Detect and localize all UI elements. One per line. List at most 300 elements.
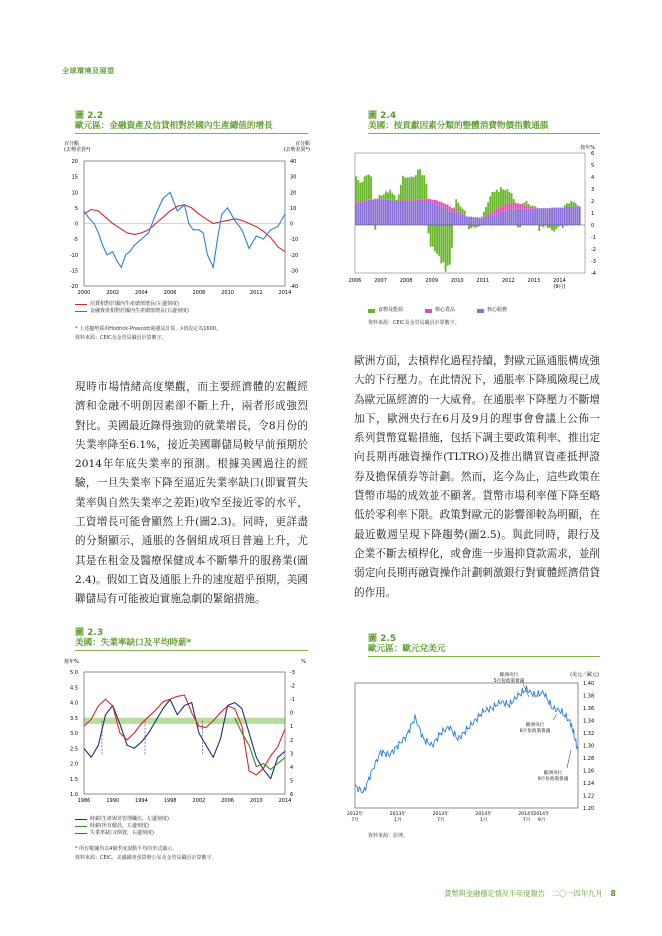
figure-note: * 所有數據均以4個季度滾動平均的形式顯示。 bbox=[75, 846, 178, 852]
bar-0 bbox=[438, 206, 440, 225]
bar-1 bbox=[398, 200, 400, 201]
bar-0 bbox=[489, 215, 491, 225]
bar-0 bbox=[504, 211, 506, 225]
y-tick-left: -10 bbox=[69, 252, 78, 259]
bar-2 bbox=[481, 217, 483, 218]
bar-0 bbox=[417, 201, 419, 225]
bar-1 bbox=[443, 203, 445, 208]
bar-0 bbox=[404, 201, 406, 225]
y-tick-left: 1.5 bbox=[70, 776, 78, 783]
bar-1 bbox=[517, 203, 519, 208]
bar-2 bbox=[432, 225, 434, 247]
bar-0 bbox=[372, 200, 374, 225]
x-tick-month: 1月 bbox=[394, 818, 402, 823]
bar-0 bbox=[523, 209, 525, 225]
bar-0 bbox=[460, 214, 462, 225]
bar-1 bbox=[438, 202, 440, 206]
y-tick-right: -20 bbox=[290, 252, 299, 259]
bar-1 bbox=[374, 199, 376, 200]
figure-number: 圖 2.2 bbox=[75, 111, 104, 121]
bar-0 bbox=[534, 209, 536, 225]
bar-1 bbox=[526, 206, 528, 209]
body-right-column bbox=[354, 352, 600, 612]
bar-0 bbox=[421, 201, 423, 225]
y-tick: 1.34 bbox=[583, 718, 595, 725]
bar-1 bbox=[502, 205, 504, 212]
y-tick-left: 3.0 bbox=[70, 731, 78, 737]
annotation-may-1: 歐洲央行 bbox=[499, 673, 519, 678]
bar-1 bbox=[506, 203, 508, 210]
bar-0 bbox=[519, 209, 521, 225]
bar-2 bbox=[389, 190, 391, 201]
bar-0 bbox=[551, 208, 553, 225]
annotation-june-1: 歐洲央行 bbox=[525, 723, 545, 728]
bar-0 bbox=[481, 218, 483, 225]
bar-2 bbox=[506, 189, 508, 203]
bar-0 bbox=[451, 212, 453, 225]
series-line-0 bbox=[84, 205, 285, 252]
bar-2 bbox=[387, 193, 389, 200]
bar-2 bbox=[575, 203, 577, 207]
y-tick-right: 40 bbox=[290, 159, 297, 165]
bar-2 bbox=[366, 175, 368, 200]
bar-0 bbox=[366, 201, 368, 225]
left-unit-1: 百分點 bbox=[64, 141, 80, 147]
bar-1 bbox=[453, 209, 455, 213]
x-tick: 2011 bbox=[476, 278, 490, 284]
y-tick-right: -3 bbox=[290, 670, 295, 676]
x-tick: 2010 bbox=[249, 798, 263, 804]
bar-2 bbox=[417, 170, 419, 200]
chart-fig24 bbox=[345, 140, 607, 300]
bar-0 bbox=[506, 211, 508, 225]
annotation-may-2: 5月份政策會議 bbox=[493, 679, 525, 684]
bar-2 bbox=[453, 208, 455, 209]
bar-2 bbox=[572, 202, 574, 207]
bar-1 bbox=[355, 202, 357, 203]
plot-frame bbox=[355, 683, 578, 808]
bar-0 bbox=[558, 208, 560, 225]
bar-2 bbox=[457, 203, 459, 211]
figure-number: 圖 2.4 bbox=[368, 111, 397, 121]
x-tick: 2008 bbox=[192, 290, 206, 296]
bar-2 bbox=[443, 225, 445, 262]
bar-0 bbox=[394, 201, 396, 225]
bar-1 bbox=[408, 200, 410, 201]
bar-2 bbox=[462, 209, 464, 214]
figure-note: * 上述趨勢採用Hodrick-Prescott過濾法計算，λ值設定為1600。 bbox=[75, 326, 221, 332]
bar-0 bbox=[470, 217, 472, 225]
x-tick: 2012 bbox=[501, 278, 515, 284]
bar-0 bbox=[498, 213, 500, 225]
bar-0 bbox=[560, 208, 562, 225]
legend-financial-assets: 金融資產相對於國內生產總值增長(右邊刻度) bbox=[90, 308, 189, 314]
bar-1 bbox=[451, 208, 453, 212]
bar-0 bbox=[364, 202, 366, 225]
bar-1 bbox=[487, 214, 489, 216]
y-tick: 1.24 bbox=[583, 781, 595, 787]
x-tick: 2004 bbox=[135, 290, 148, 296]
unit-label: (美元／歐元) bbox=[570, 672, 599, 678]
x-tick-year: 2013年 bbox=[389, 812, 407, 817]
bar-0 bbox=[528, 209, 530, 225]
bar-1 bbox=[406, 200, 408, 201]
bar-2 bbox=[477, 226, 479, 227]
figure-title: 歐元區：金融資產及信貸相對於國內生產總值的增長 bbox=[75, 121, 273, 131]
bar-0 bbox=[385, 200, 387, 225]
bar-1 bbox=[430, 199, 432, 201]
bar-2 bbox=[511, 193, 513, 203]
bar-0 bbox=[509, 210, 511, 225]
bar-2 bbox=[400, 185, 402, 201]
chart-fig22 bbox=[60, 138, 315, 296]
bar-2 bbox=[558, 226, 560, 227]
bar-2 bbox=[570, 201, 572, 207]
figure-2-2-header bbox=[75, 111, 308, 134]
bar-0 bbox=[440, 206, 442, 225]
x-tick: 1990 bbox=[106, 798, 120, 804]
bar-0 bbox=[453, 212, 455, 225]
bar-2 bbox=[470, 226, 472, 228]
bar-0 bbox=[443, 208, 445, 225]
bar-1 bbox=[530, 207, 532, 209]
bar-2 bbox=[566, 203, 568, 207]
bar-2 bbox=[391, 193, 393, 200]
bar-1 bbox=[447, 205, 449, 210]
bar-0 bbox=[540, 208, 542, 225]
bar-1 bbox=[445, 204, 447, 209]
bar-0 bbox=[502, 212, 504, 225]
y-tick-right: 0 bbox=[290, 221, 294, 228]
left-unit: 按年% bbox=[64, 659, 79, 665]
bar-2 bbox=[419, 169, 421, 199]
x-tick-month: 9月 bbox=[537, 818, 546, 823]
x-tick: 1986 bbox=[77, 798, 91, 804]
bar-0 bbox=[511, 209, 513, 225]
bar-0 bbox=[543, 208, 545, 225]
legend-unemployment-gap: 失業率缺口(倒置，右邊刻度) bbox=[90, 830, 154, 836]
bar-0 bbox=[530, 209, 532, 225]
x-tick: 2002 bbox=[106, 290, 120, 296]
bar-0 bbox=[568, 207, 570, 225]
bar-0 bbox=[413, 201, 415, 225]
x-tick: 2010 bbox=[450, 278, 464, 284]
x-tick: 2006 bbox=[348, 278, 362, 284]
legend-wage-all: 時薪(所有僱員，左邊刻度) bbox=[90, 823, 149, 829]
bar-1 bbox=[436, 200, 438, 204]
bar-2 bbox=[521, 203, 523, 204]
bar-0 bbox=[362, 202, 364, 225]
gap-band bbox=[84, 718, 285, 724]
bar-2 bbox=[357, 180, 359, 202]
x-tick-year: 2014年 bbox=[475, 812, 492, 817]
x-tick: 2006 bbox=[221, 798, 234, 804]
figure-2-4-header bbox=[368, 111, 600, 134]
figure-2-3-header bbox=[75, 628, 308, 651]
y-tick-left: 15 bbox=[71, 174, 78, 181]
bar-1 bbox=[432, 200, 434, 203]
y-tick: 2 bbox=[591, 199, 595, 205]
bar-2 bbox=[374, 225, 376, 230]
bar-2 bbox=[440, 225, 442, 263]
bar-1 bbox=[372, 199, 374, 200]
bar-1 bbox=[498, 208, 500, 213]
bar-2 bbox=[396, 200, 398, 201]
annotation-sept-1: 歐洲央行 bbox=[543, 771, 563, 776]
bar-2 bbox=[383, 194, 385, 199]
y-tick-right: 10 bbox=[290, 205, 297, 212]
bar-0 bbox=[425, 201, 427, 225]
y-tick-right: -30 bbox=[290, 268, 299, 275]
bar-2 bbox=[547, 226, 549, 228]
bar-1 bbox=[491, 211, 493, 215]
y-tick-right: 5 bbox=[290, 778, 294, 785]
annotation-arrow-june bbox=[553, 714, 557, 720]
bar-0 bbox=[532, 209, 534, 225]
y-tick: -1 bbox=[591, 235, 596, 241]
bar-1 bbox=[483, 217, 485, 218]
x-tick: 2000 bbox=[77, 290, 91, 296]
bar-0 bbox=[411, 201, 413, 225]
bar-0 bbox=[406, 201, 408, 225]
bar-2 bbox=[538, 225, 540, 231]
bar-2 bbox=[513, 199, 515, 203]
figure-title: 歐元區：歐元兌美元 bbox=[368, 644, 446, 654]
bar-0 bbox=[521, 209, 523, 225]
bar-0 bbox=[445, 209, 447, 225]
bar-1 bbox=[362, 201, 364, 202]
body-paragraph: 歐洲方面，去槓桿化過程持續，對歐元區通脹構成強大的下行壓力。在此情況下，通脹率下降風險現已成為歐元區經濟的一大威脅。在通脹率下降壓力不斷增加下，歐洲央行在6月及9月的理事會會議上公佈一系列貨幣寬鬆措施，包括下調主要政策利率、推出定向長期再融資操作(TLTRO)及推出購買資產抵押證券及擔保債券等計劃。然而，迄今為止，這些政策在貨幣市場的成效並不顯著。貨幣市場利率僅下降至略低於零利率下限。政策對歐元的影響卻較為明顯，在最近數週呈現下降趨勢(圖2.5)。與此同時，銀行及企業不斷去槓桿化，或會進一步遏抑貸款需求，並削弱定向長期再融資操作計劃刺激銀行對實體經濟借貸的作用。 bbox=[354, 355, 600, 599]
bar-2 bbox=[553, 226, 555, 232]
bar-1 bbox=[434, 200, 436, 204]
bar-0 bbox=[491, 215, 493, 225]
annotation-sept-2: 9月份政策會議 bbox=[537, 777, 569, 782]
x-tick-year: 2012年 bbox=[346, 812, 364, 817]
bar-2 bbox=[487, 202, 489, 214]
legend-food-energy: 食物及能源 bbox=[378, 307, 404, 313]
bar-1 bbox=[464, 215, 466, 216]
figure-2-5-header bbox=[368, 634, 600, 657]
bar-0 bbox=[547, 208, 549, 225]
figure-2-4-legend bbox=[368, 307, 507, 314]
y-tick-left: 2.0 bbox=[70, 761, 78, 768]
bar-2 bbox=[413, 177, 415, 200]
bar-0 bbox=[479, 218, 481, 225]
bar-0 bbox=[389, 200, 391, 225]
bar-0 bbox=[572, 207, 574, 225]
bar-2 bbox=[519, 225, 521, 227]
legend-credit: 信貸相對於國內生產總值增長(左邊刻度) bbox=[90, 301, 179, 307]
bar-2 bbox=[498, 192, 500, 208]
bar-0 bbox=[564, 208, 566, 225]
bar-1 bbox=[402, 200, 404, 201]
bar-1 bbox=[400, 200, 402, 201]
bar-2 bbox=[474, 226, 476, 228]
bar-0 bbox=[455, 213, 457, 225]
bar-1 bbox=[368, 200, 370, 201]
bar-1 bbox=[489, 213, 491, 215]
page-number: 8 bbox=[610, 889, 616, 898]
bar-2 bbox=[430, 225, 432, 247]
x-end-note: (9月) bbox=[553, 284, 566, 290]
x-tick: 2002 bbox=[192, 798, 206, 804]
bar-1 bbox=[440, 202, 442, 207]
bar-0 bbox=[536, 208, 538, 225]
bar-1 bbox=[496, 209, 498, 214]
figure-2-3-legend bbox=[75, 816, 169, 837]
unit-label: 按年% bbox=[580, 145, 595, 151]
annotation-arrow-sept bbox=[567, 750, 571, 768]
bar-0 bbox=[436, 205, 438, 225]
bar-0 bbox=[555, 208, 557, 225]
bar-2 bbox=[362, 182, 364, 201]
bar-0 bbox=[494, 214, 496, 225]
right-unit-2: (去勢差異*) bbox=[283, 147, 310, 153]
bar-2 bbox=[502, 190, 504, 206]
y-tick-left: 20 bbox=[71, 159, 78, 165]
bar-1 bbox=[428, 199, 430, 201]
bar-2 bbox=[568, 203, 570, 207]
y-tick: 1.40 bbox=[583, 681, 595, 687]
bar-0 bbox=[487, 216, 489, 225]
y-tick-left: 4.0 bbox=[70, 700, 78, 707]
y-tick: 1.36 bbox=[583, 706, 595, 712]
x-tick-month: 7月 bbox=[437, 818, 445, 823]
bar-1 bbox=[449, 206, 451, 210]
y-tick-right: -40 bbox=[290, 284, 299, 290]
bar-2 bbox=[517, 225, 519, 227]
y-tick-right: -1 bbox=[290, 697, 295, 704]
bar-1 bbox=[419, 199, 421, 200]
legend-core-goods: 核心貨品 bbox=[435, 307, 456, 313]
y-tick: 1.22 bbox=[583, 793, 595, 800]
bar-1 bbox=[528, 206, 530, 208]
y-tick-right: -2 bbox=[290, 683, 295, 690]
right-unit-1: 百分點 bbox=[294, 141, 310, 147]
x-tick-year: 2014年 bbox=[533, 812, 550, 817]
x-tick: 2010 bbox=[221, 290, 234, 296]
bar-0 bbox=[370, 200, 372, 225]
body-paragraph: 現時市場情緒高度樂觀，而主要經濟體的宏觀經濟和金融不明朗因素卻不斷上升，兩者形成強烈對比。美國最近錄得強勁的就業增長，令8月份的失業率降至6.1%，接近美國聯儲局較早前預期於2014年年底失業率的預測。根據美國過往的經驗，一旦失業率下降至逼近失業率缺口(即實質失業率與自然失業率之差距)收窄至接近零的水平，工資增長可能會顯然上升(圖2.3)。同時，更詳盡的分類顯示，通脹的各個組成項目普遍上升，尤其是在租金及醫療保健成本不斷攀升的服務業(圖2.4)。假如工資及通脹上升的速度超乎預期，美國聯儲局有可能被迫實施急劇的緊縮措施。 bbox=[75, 381, 308, 606]
bar-1 bbox=[500, 206, 502, 212]
x-tick: 2014 bbox=[553, 278, 566, 284]
y-tick: 1.38 bbox=[583, 693, 595, 700]
bar-0 bbox=[391, 200, 393, 225]
bar-1 bbox=[421, 199, 423, 201]
bar-0 bbox=[472, 217, 474, 225]
y-tick: 1 bbox=[591, 211, 595, 217]
figure-title: 美國：失業率缺口及平均時薪* bbox=[75, 638, 192, 648]
y-tick: 1.20 bbox=[583, 806, 595, 812]
x-tick-year: 2014年 bbox=[518, 812, 535, 817]
bar-2 bbox=[534, 206, 536, 207]
bar-2 bbox=[438, 225, 440, 256]
bar-2 bbox=[491, 192, 493, 211]
bar-1 bbox=[532, 207, 534, 209]
bar-2 bbox=[460, 206, 462, 212]
bar-0 bbox=[432, 203, 434, 225]
bar-2 bbox=[500, 187, 502, 206]
chart-fig23 bbox=[60, 656, 315, 814]
legend-core-services: 核心服務 bbox=[487, 307, 508, 313]
bar-2 bbox=[425, 184, 427, 200]
figure-number: 圖 2.5 bbox=[368, 634, 397, 644]
bar-1 bbox=[376, 199, 378, 200]
bar-2 bbox=[385, 191, 387, 199]
bar-2 bbox=[379, 195, 381, 199]
bar-2 bbox=[464, 211, 466, 216]
bar-2 bbox=[421, 175, 423, 199]
bar-0 bbox=[566, 207, 568, 225]
bar-2 bbox=[523, 203, 525, 205]
bar-1 bbox=[521, 205, 523, 209]
bar-0 bbox=[515, 209, 517, 225]
bar-1 bbox=[485, 215, 487, 216]
y-tick-left: 3.5 bbox=[70, 715, 78, 722]
bar-2 bbox=[408, 178, 410, 201]
annotation-june-2: 6月份政策會議 bbox=[519, 729, 551, 734]
bar-0 bbox=[400, 201, 402, 225]
bar-0 bbox=[579, 206, 581, 225]
bar-2 bbox=[485, 207, 487, 215]
bar-0 bbox=[376, 199, 378, 225]
bar-1 bbox=[534, 208, 536, 209]
bar-1 bbox=[513, 203, 515, 210]
bar-2 bbox=[436, 225, 438, 254]
figure-title: 美國：按貢獻因素分類的整體消費物價指數通脹 bbox=[368, 121, 549, 131]
bar-0 bbox=[419, 200, 421, 225]
bar-0 bbox=[462, 215, 464, 225]
bar-2 bbox=[472, 226, 474, 227]
bar-2 bbox=[532, 206, 534, 207]
bar-2 bbox=[415, 175, 417, 199]
bar-0 bbox=[430, 202, 432, 225]
x-tick: 2008 bbox=[399, 278, 413, 284]
bar-2 bbox=[489, 196, 491, 213]
bar-0 bbox=[402, 200, 404, 225]
bar-0 bbox=[526, 209, 528, 225]
x-tick: 2014 bbox=[278, 290, 292, 296]
bar-0 bbox=[408, 201, 410, 225]
bar-1 bbox=[357, 202, 359, 203]
bar-0 bbox=[355, 203, 357, 225]
bar-1 bbox=[519, 204, 521, 209]
y-tick: 5 bbox=[591, 163, 595, 169]
y-tick-left: 2.5 bbox=[70, 746, 78, 753]
x-tick: 1998 bbox=[163, 798, 177, 804]
bar-0 bbox=[423, 201, 425, 225]
bar-1 bbox=[536, 208, 538, 209]
y-tick-left: -15 bbox=[69, 268, 78, 275]
y-tick: 4 bbox=[591, 175, 595, 181]
y-tick-right: 4 bbox=[290, 764, 294, 771]
bar-2 bbox=[406, 178, 408, 201]
bar-2 bbox=[468, 226, 470, 230]
y-tick-right: 30 bbox=[290, 174, 297, 181]
bar-0 bbox=[477, 217, 479, 225]
bar-2 bbox=[526, 201, 528, 206]
bar-1 bbox=[366, 200, 368, 201]
y-tick-right: 3 bbox=[290, 751, 294, 758]
y-tick: -3 bbox=[591, 259, 596, 265]
bar-1 bbox=[457, 211, 459, 213]
bar-0 bbox=[415, 200, 417, 225]
legend-wage-production: 時薪(生產與非管理職位，左邊刻度) bbox=[90, 816, 169, 822]
bar-0 bbox=[549, 208, 551, 225]
bar-1 bbox=[494, 210, 496, 214]
bar-0 bbox=[383, 199, 385, 225]
x-tick-month: 7月 bbox=[522, 818, 531, 823]
